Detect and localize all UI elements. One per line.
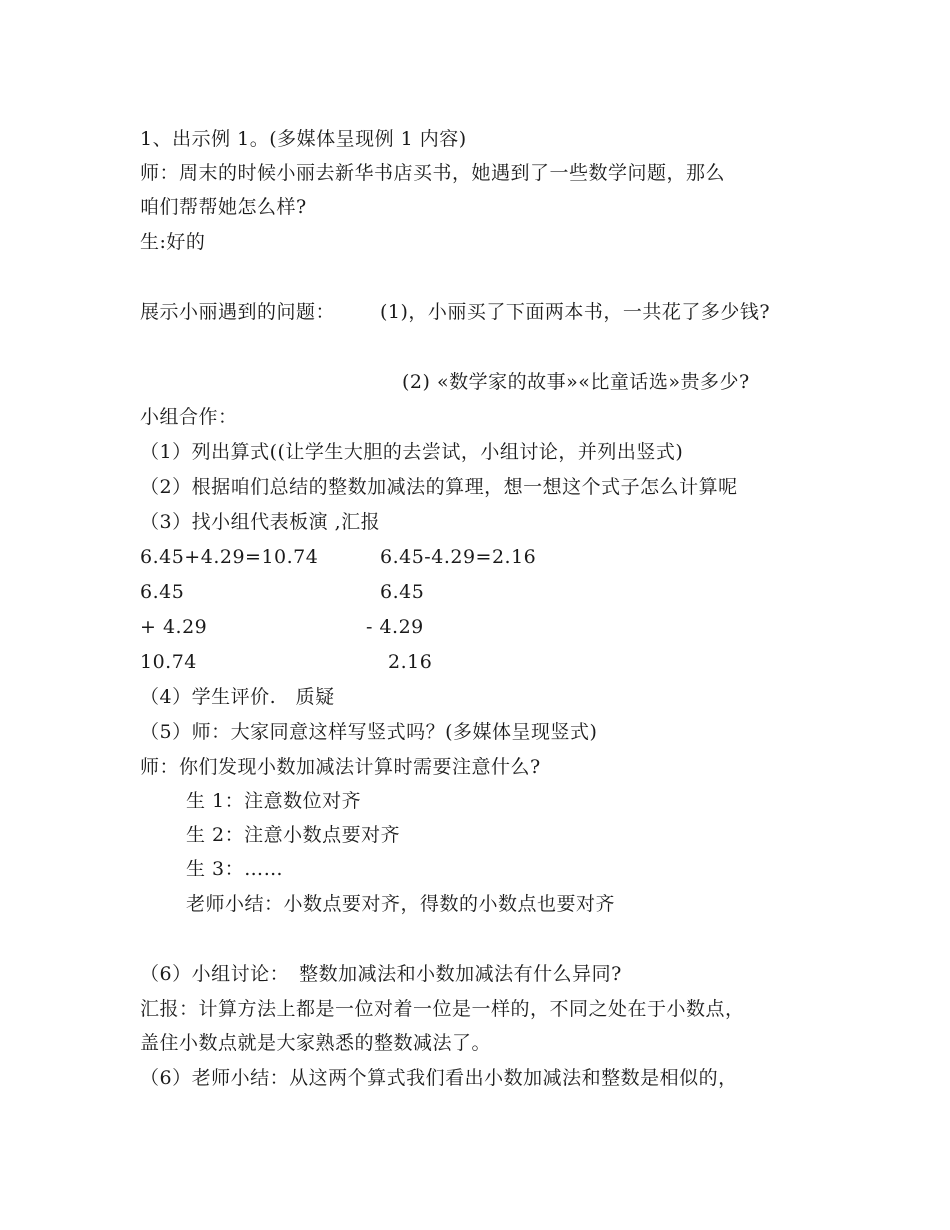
subtraction-operand-2: - 4.29 (366, 616, 424, 638)
problem-1: (1)，小丽买了下面两本书，一共花了多少钱? (380, 301, 771, 323)
report-line-cont: 盖住小数点就是大家熟悉的整数减法了。 (140, 1032, 492, 1054)
student-1-answer: 生 1：注意数位对齐 (186, 790, 362, 812)
student-3-answer: 生 3：…… (186, 858, 284, 880)
step-6-discussion: （6）小组讨论： 整数加减法和小数加减法有什么异同? (140, 963, 622, 985)
subtraction-operand-1: 6.45 (380, 581, 425, 603)
teacher-summary-2: （6）老师小结：从这两个算式我们看出小数加减法和整数是相似的， (140, 1067, 738, 1089)
step-3: （3）找小组代表板演 ,汇报 (140, 511, 381, 533)
report-line: 汇报：计算方法上都是一位对着一位是一样的，不同之处在于小数点， (140, 998, 745, 1020)
teacher-line: 师：周末的时候小丽去新华书店买书，她遇到了一些数学问题，那么 (140, 162, 726, 184)
addition-result: 10.74 (140, 651, 197, 673)
step-2: （2）根据咱们总结的整数加减法的算理，想一想这个式子怎么计算呢 (140, 476, 738, 498)
teacher-line-cont: 咱们帮帮她怎么样? (140, 196, 307, 218)
teacher-summary-1: 老师小结：小数点要对齐，得数的小数点也要对齐 (186, 893, 616, 915)
step-1: （1）列出算式((让学生大胆的去尝试，小组讨论，并列出竖式) (140, 441, 684, 463)
subtraction-equation: 6.45-4.29=2.16 (380, 546, 537, 568)
problem-2: (2) «数学家的故事»«比童话选»贵多少? (402, 371, 750, 393)
group-work-heading: 小组合作： (140, 406, 238, 428)
teacher-question: 师：你们发现小数加减法计算时需要注意什么? (140, 756, 541, 778)
addition-operand-1: 6.45 (140, 581, 185, 603)
problem-intro: 展示小丽遇到的问题： (140, 301, 336, 323)
student-2-answer: 生 2：注意小数点要对齐 (186, 824, 401, 846)
addition-operand-2: + 4.29 (140, 616, 208, 638)
step-5: （5）师：大家同意这样写竖式吗？(多媒体呈现竖式) (140, 721, 598, 743)
step-4: （4）学生评价. 质疑 (140, 686, 335, 708)
student-reply: 生:好的 (140, 231, 206, 253)
addition-equation: 6.45+4.29=10.74 (140, 546, 319, 568)
example-heading: 1、出示例 1。(多媒体呈现例 1 内容) (140, 128, 467, 150)
subtraction-result: 2.16 (388, 651, 433, 673)
